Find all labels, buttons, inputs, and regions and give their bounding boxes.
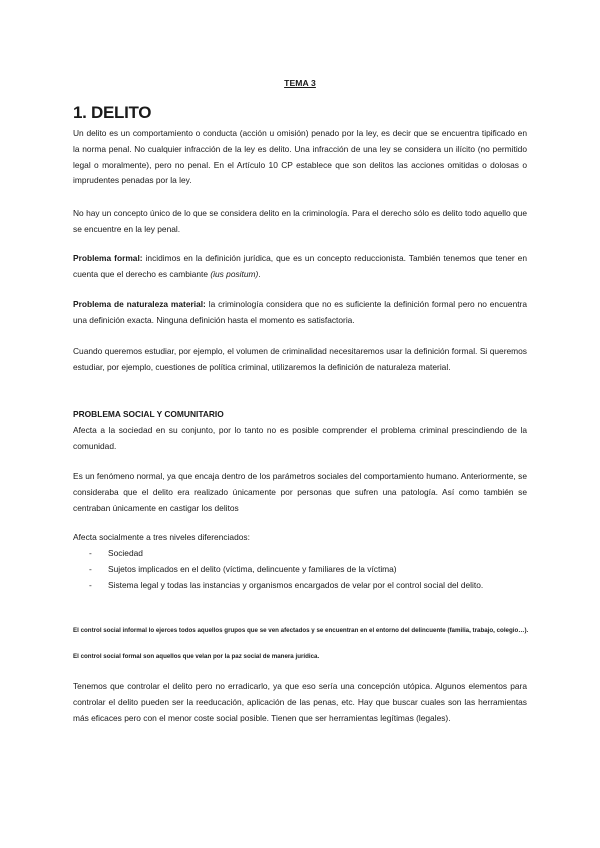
paragraph-levels: Afecta socialmente a tres niveles diferenciados: [73,532,250,542]
paragraph-concept: No hay un concepto único de lo que se considera delito en la criminología. Para el derecho sólo es delito todo aquello que se encuentre en la ley penal. [73,208,527,234]
list-item: - Sujetos implicados en el delito (víctima, delincuente y familiares de la víctima) [89,563,397,574]
note-informal-control: El control social informal lo ejerces todos aquellos grupos que se ven afectados y se encuentran en el entorno del delincuente (familia, trabajo, colegio…). [73,627,529,634]
paragraph-control: Tenemos que controlar el delito pero no erradicarlo, ya que eso sería una concepción utópica. Algunos elementos para controlar el delito pueden ser la reeducación, aplicación de las penas, etc. Hay que buscar cuales son las herramientas más eficaces pero con el menor coste social posible. Tienen que ser herramientas legítimas (legales). [73,681,527,723]
sub-heading: PROBLEMA SOCIAL Y COMUNITARIO [73,409,224,419]
formal-problem-label: Problema formal: [73,253,143,263]
topic-header: TEMA 3 [284,78,316,88]
note-formal-control: El control social formal son aquellos que velan por la paz social de manera jurídica. [73,653,320,660]
formal-problem-italic: (ius positum) [210,268,259,279]
section-title: 1. DELITO [73,103,152,122]
formal-problem-end: . [258,268,261,279]
paragraph-formal-problem [73,251,527,283]
levels-list [89,546,529,593]
paragraph-phenomenon: Es un fenómeno normal, ya que encaja dentro de los parámetros sociales del comportamiento humano. Anteriormente, se consideraba que el delito era realizado únicamente por personas que sufren una patología. Así como también se centraban únicamente en castigar los delitos [73,471,527,513]
paragraph-definition: Un delito es un comportamiento o conducta (acción u omisión) penado por la ley, es decir que se encuentra tipificado en la norma penal. No cualquier infracción de la ley es delito. Una infracción de una ley se considera un ilícito (no permitido legal o moralmente), pero no penal. En el Artículo 10 CP establece que son delitos las acciones omitidas o dolosas o imprudentes penadas por la ley. [73,128,527,186]
list-item: - Sistema legal y todas las instancias y organismos encargados de velar por el control social del delito. [89,579,484,590]
material-problem-text: la criminología considera que no es suficiente la definición formal pero no encuentra una definición exacta. Ninguna definición hasta el momento es satisfactoria. [73,299,527,325]
formal-problem-text: incidimos en la definición jurídica, que es un concepto reduccionista. También tenemos que tener en cuenta que el derecho es cambiante [73,253,527,279]
paragraph-material-problem [73,297,527,329]
list-item: - Sociedad [89,548,143,558]
paragraph-study: Cuando queremos estudiar, por ejemplo, el volumen de criminalidad necesitaremos usar la definición formal. Si queremos estudiar, por ejemplo, cuestiones de política criminal, utilizaremos la definición de naturaleza material. [73,346,527,372]
paragraph-society: Afecta a la sociedad en su conjunto, por lo tanto no es posible comprender el problema criminal prescindiendo de la comunidad. [73,425,527,451]
material-problem-label: Problema de naturaleza material: [73,299,206,309]
